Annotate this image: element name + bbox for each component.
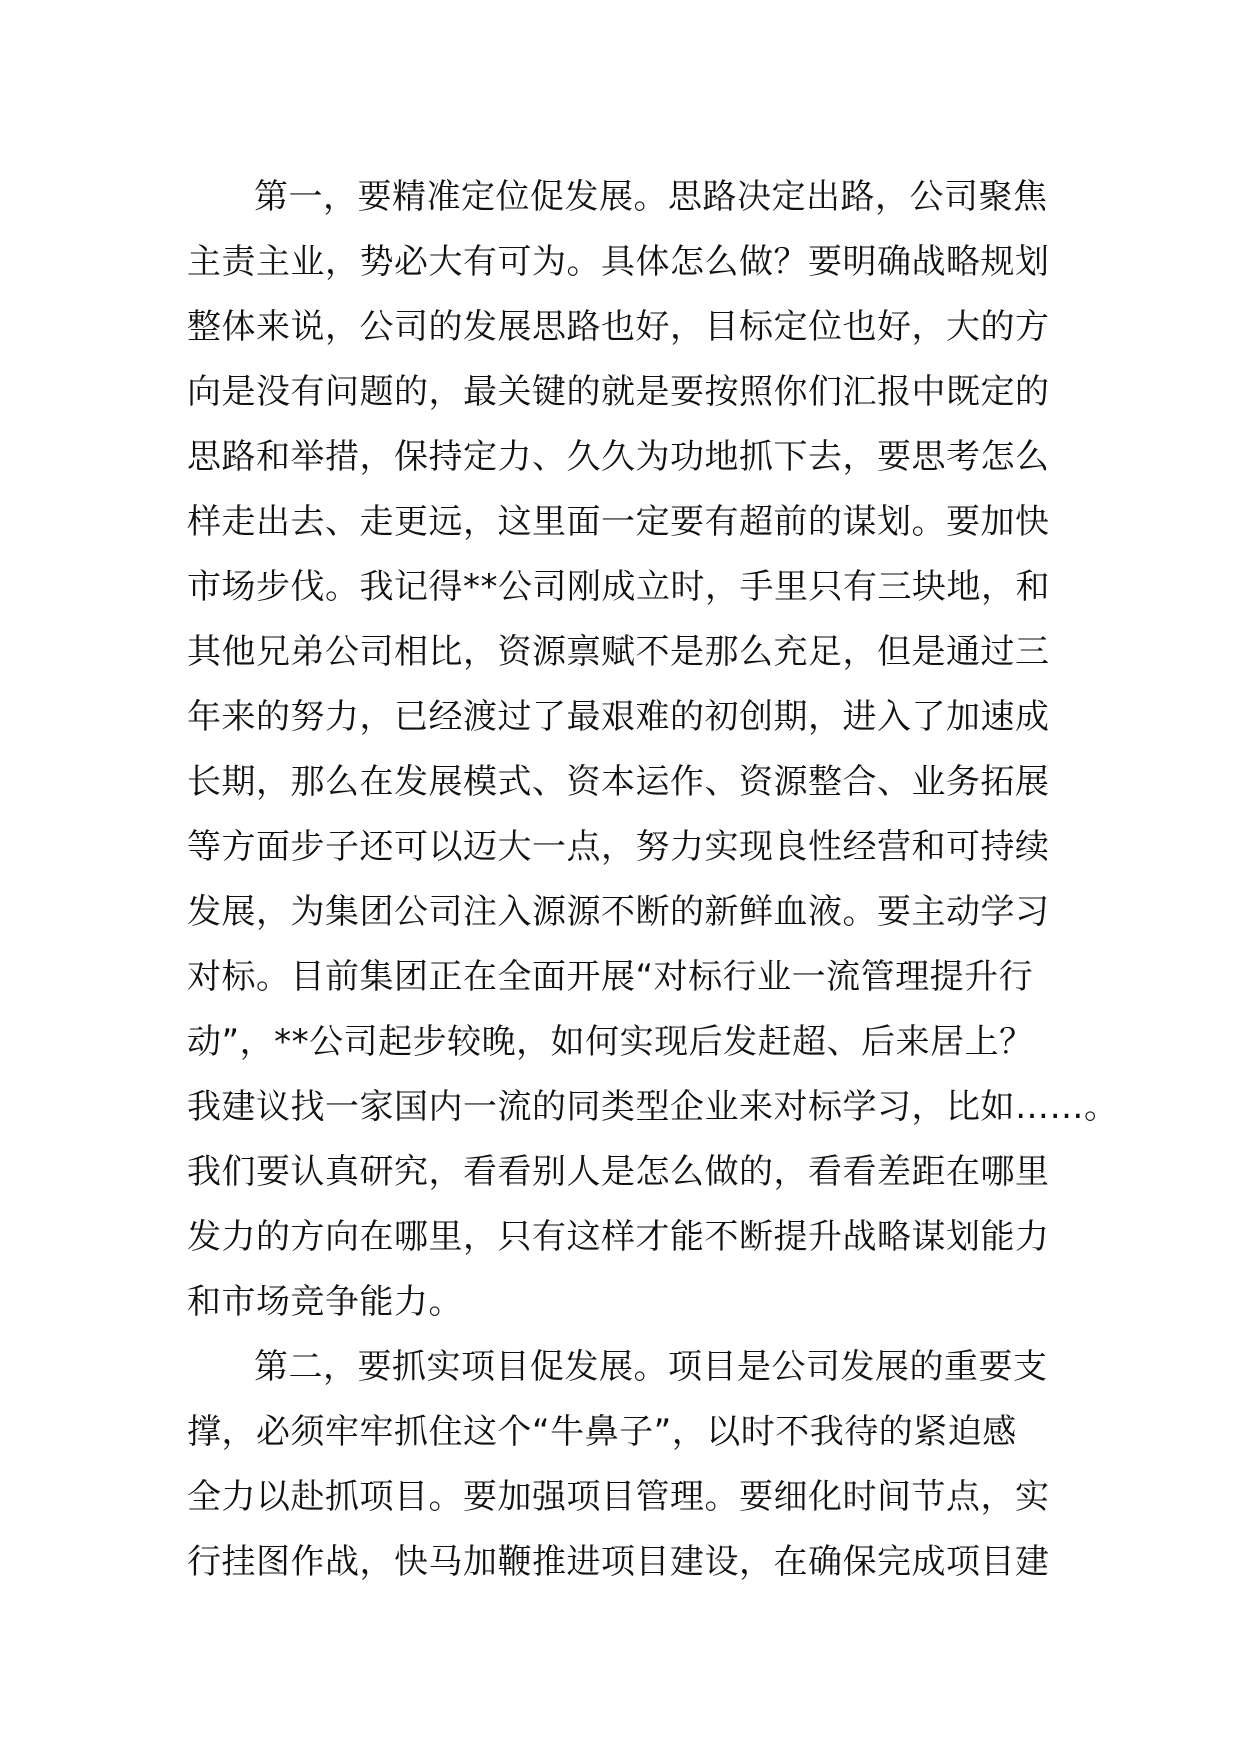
paragraph-2-line-3: 全力以赴抓项目。要加强项目管理。要细化时间节点，实: [187, 1477, 1050, 1517]
paragraph-1-line-1: 第一，要精准定位促发展。思路决定出路，公司聚焦: [254, 177, 1048, 217]
paragraph-1-line-18: 和市场竞争能力。: [187, 1282, 463, 1322]
paragraph-2-line-4: 行挂图作战，快马加鞭推进项目建设，在确保完成项目建: [187, 1542, 1050, 1582]
paragraph-1-line-5: 思路和举措，保持定力、久久为功地抓下去，要思考怎么: [187, 437, 1050, 477]
paragraph-1-line-17: 发力的方向在哪里，只有这样才能不断提升战略谋划能力: [187, 1217, 1050, 1257]
paragraph-1-line-2: 主责主业，势必大有可为。具体怎么做？要明确战略规划: [187, 242, 1050, 282]
paragraph-1-line-7: 市场步伐。我记得**公司刚成立时，手里只有三块地，和: [187, 567, 1050, 607]
paragraph-1-line-16: 我们要认真研究，看看别人是怎么做的，看看差距在哪里: [187, 1152, 1050, 1192]
paragraph-1-line-8: 其他兄弟公司相比，资源禀赋不是那么充足，但是通过三: [187, 632, 1050, 672]
paragraph-1-line-3: 整体来说，公司的发展思路也好，目标定位也好，大的方: [187, 307, 1050, 347]
paragraph-1-line-10: 长期，那么在发展模式、资本运作、资源整合、业务拓展: [187, 762, 1050, 802]
paragraph-1-line-12: 发展，为集团公司注入源源不断的新鲜血液。要主动学习: [187, 892, 1050, 932]
paragraph-1-line-15: 我建议找一家国内一流的同类型企业来对标学习，比如……。: [187, 1087, 1119, 1127]
paragraph-1-line-14: 动”，**公司起步较晚，如何实现后发赶超、后来居上？: [187, 1022, 1034, 1062]
paragraph-2-line-1: 第二，要抓实项目促发展。项目是公司发展的重要支: [254, 1347, 1048, 1387]
paragraph-1-line-6: 样走出去、走更远，这里面一定要有超前的谋划。要加快: [187, 502, 1050, 542]
paragraph-1-line-11: 等方面步子还可以迈大一点，努力实现良性经营和可持续: [187, 827, 1050, 867]
document-body: [187, 165, 1119, 1595]
paragraph-1-line-9: 年来的努力，已经渡过了最艰难的初创期，进入了加速成: [187, 697, 1050, 737]
paragraph-1-line-4: 向是没有问题的，最关键的就是要按照你们汇报中既定的: [187, 372, 1050, 412]
paragraph-2-line-2: 撑，必须牢牢抓住这个“牛鼻子”，以时不我待的紧迫感: [187, 1412, 1017, 1452]
paragraph-1-line-13: 对标。目前集团正在全面开展“对标行业一流管理提升行: [187, 957, 1034, 997]
